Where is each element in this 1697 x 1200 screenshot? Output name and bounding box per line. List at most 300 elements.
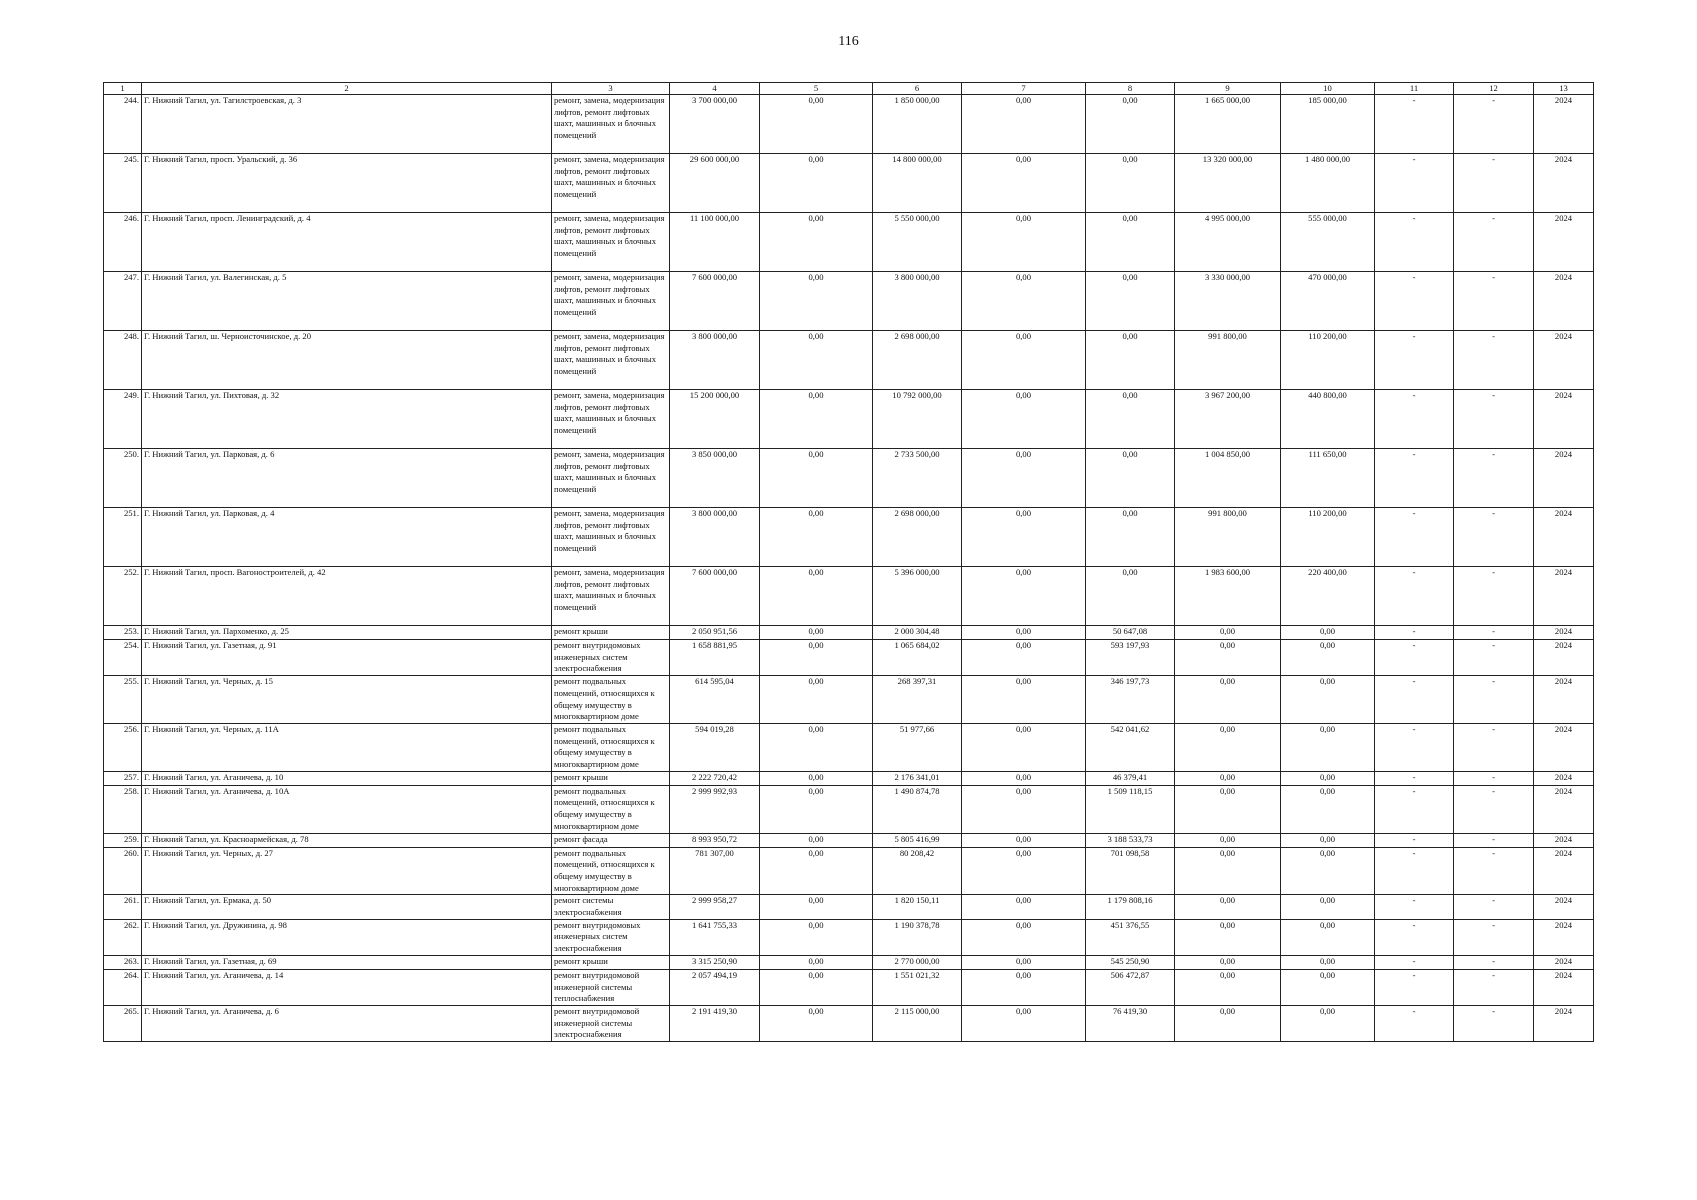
total-cost-cell: 614 595,04 xyxy=(670,676,760,724)
column-number-7: 7 xyxy=(962,83,1086,95)
col12-cell: - xyxy=(1454,919,1534,955)
col11-cell: - xyxy=(1375,1005,1454,1041)
col5-cell: 0,00 xyxy=(760,723,873,771)
column-number-4: 4 xyxy=(670,83,760,95)
column-number-5: 5 xyxy=(760,83,873,95)
col7-cell: 0,00 xyxy=(962,567,1086,626)
col12-cell: - xyxy=(1454,969,1534,1005)
year-cell: 2024 xyxy=(1534,213,1594,272)
work-type-cell: ремонт, замена, модернизация лифтов, ремонт лифтовых шахт, машинных и блочных помещений xyxy=(552,508,670,567)
year-cell: 2024 xyxy=(1534,847,1594,895)
col12-cell: - xyxy=(1454,676,1534,724)
col6-cell: 2 733 500,00 xyxy=(873,449,962,508)
total-cost-cell: 8 993 950,72 xyxy=(670,833,760,847)
table-row xyxy=(104,508,1594,567)
table-row xyxy=(104,969,1594,1005)
col9-cell: 0,00 xyxy=(1175,847,1281,895)
row-number: 264. xyxy=(104,969,142,1005)
col7-cell: 0,00 xyxy=(962,785,1086,833)
col7-cell: 0,00 xyxy=(962,833,1086,847)
table-row xyxy=(104,154,1594,213)
col9-cell: 0,00 xyxy=(1175,955,1281,969)
col8-cell: 701 098,58 xyxy=(1086,847,1175,895)
col6-cell: 1 820 150,11 xyxy=(873,895,962,919)
col9-cell: 13 320 000,00 xyxy=(1175,154,1281,213)
row-number: 244. xyxy=(104,95,142,154)
col6-cell: 5 550 000,00 xyxy=(873,213,962,272)
col8-cell: 0,00 xyxy=(1086,567,1175,626)
total-cost-cell: 7 600 000,00 xyxy=(670,567,760,626)
col9-cell: 0,00 xyxy=(1175,640,1281,676)
total-cost-cell: 15 200 000,00 xyxy=(670,390,760,449)
col11-cell: - xyxy=(1375,508,1454,567)
col5-cell: 0,00 xyxy=(760,785,873,833)
col9-cell: 0,00 xyxy=(1175,771,1281,785)
col6-cell: 80 208,42 xyxy=(873,847,962,895)
col6-cell: 10 792 000,00 xyxy=(873,390,962,449)
col8-cell: 1 179 808,16 xyxy=(1086,895,1175,919)
table-row xyxy=(104,676,1594,724)
col12-cell: - xyxy=(1454,771,1534,785)
col6-cell: 14 800 000,00 xyxy=(873,154,962,213)
col10-cell: 0,00 xyxy=(1281,785,1375,833)
col8-cell: 542 041,62 xyxy=(1086,723,1175,771)
table-row xyxy=(104,785,1594,833)
col7-cell: 0,00 xyxy=(962,331,1086,390)
col11-cell: - xyxy=(1375,640,1454,676)
row-number: 251. xyxy=(104,508,142,567)
col6-cell: 2 698 000,00 xyxy=(873,508,962,567)
col5-cell: 0,00 xyxy=(760,676,873,724)
page-number: 116 xyxy=(838,34,859,49)
work-type-cell: ремонт фасада xyxy=(552,833,670,847)
row-number: 245. xyxy=(104,154,142,213)
col6-cell: 51 977,66 xyxy=(873,723,962,771)
col10-cell: 110 200,00 xyxy=(1281,508,1375,567)
total-cost-cell: 11 100 000,00 xyxy=(670,213,760,272)
address-cell: Г. Нижний Тагил, ул. Черных, д. 11А xyxy=(142,723,552,771)
address-cell: Г. Нижний Тагил, просп. Ленинградский, д. 4 xyxy=(142,213,552,272)
address-cell: Г. Нижний Тагил, ул. Дружинина, д. 98 xyxy=(142,919,552,955)
col7-cell: 0,00 xyxy=(962,272,1086,331)
table-row xyxy=(104,567,1594,626)
col7-cell: 0,00 xyxy=(962,771,1086,785)
table-row xyxy=(104,449,1594,508)
col10-cell: 555 000,00 xyxy=(1281,213,1375,272)
year-cell: 2024 xyxy=(1534,1005,1594,1041)
table-row xyxy=(104,213,1594,272)
work-type-cell: ремонт подвальных помещений, относящихся к общему имуществу в многоквартирном доме xyxy=(552,723,670,771)
table-row xyxy=(104,895,1594,919)
row-number: 257. xyxy=(104,771,142,785)
col9-cell: 1 004 850,00 xyxy=(1175,449,1281,508)
row-number: 263. xyxy=(104,955,142,969)
col5-cell: 0,00 xyxy=(760,331,873,390)
col12-cell: - xyxy=(1454,723,1534,771)
address-cell: Г. Нижний Тагил, ул. Пихтовая, д. 32 xyxy=(142,390,552,449)
col9-cell: 1 983 600,00 xyxy=(1175,567,1281,626)
col9-cell: 991 800,00 xyxy=(1175,331,1281,390)
col5-cell: 0,00 xyxy=(760,95,873,154)
work-type-cell: ремонт, замена, модернизация лифтов, ремонт лифтовых шахт, машинных и блочных помещений xyxy=(552,272,670,331)
col8-cell: 593 197,93 xyxy=(1086,640,1175,676)
total-cost-cell: 3 800 000,00 xyxy=(670,331,760,390)
col8-cell: 0,00 xyxy=(1086,154,1175,213)
col8-cell: 1 509 118,15 xyxy=(1086,785,1175,833)
address-cell: Г. Нижний Тагил, просп. Уральский, д. 36 xyxy=(142,154,552,213)
total-cost-cell: 3 850 000,00 xyxy=(670,449,760,508)
col11-cell: - xyxy=(1375,154,1454,213)
col5-cell: 0,00 xyxy=(760,969,873,1005)
col6-cell: 1 190 378,78 xyxy=(873,919,962,955)
table-row xyxy=(104,847,1594,895)
address-cell: Г. Нижний Тагил, ул. Красноармейская, д. 78 xyxy=(142,833,552,847)
column-number-3: 3 xyxy=(552,83,670,95)
col8-cell: 0,00 xyxy=(1086,272,1175,331)
col5-cell: 0,00 xyxy=(760,449,873,508)
work-type-cell: ремонт внутридомовой инженерной системы теплоснабжения xyxy=(552,969,670,1005)
col11-cell: - xyxy=(1375,723,1454,771)
total-cost-cell: 29 600 000,00 xyxy=(670,154,760,213)
address-cell: Г. Нижний Тагил, ул. Валегинская, д. 5 xyxy=(142,272,552,331)
col12-cell: - xyxy=(1454,785,1534,833)
address-cell: Г. Нижний Тагил, ул. Аганичева, д. 10 xyxy=(142,771,552,785)
col6-cell: 2 115 000,00 xyxy=(873,1005,962,1041)
col10-cell: 0,00 xyxy=(1281,626,1375,640)
col5-cell: 0,00 xyxy=(760,847,873,895)
row-number: 249. xyxy=(104,390,142,449)
col8-cell: 451 376,55 xyxy=(1086,919,1175,955)
col11-cell: - xyxy=(1375,626,1454,640)
year-cell: 2024 xyxy=(1534,331,1594,390)
work-type-cell: ремонт, замена, модернизация лифтов, ремонт лифтовых шахт, машинных и блочных помещений xyxy=(552,449,670,508)
col10-cell: 0,00 xyxy=(1281,640,1375,676)
col12-cell: - xyxy=(1454,567,1534,626)
row-number: 246. xyxy=(104,213,142,272)
col11-cell: - xyxy=(1375,213,1454,272)
column-number-header-row xyxy=(104,83,1594,95)
col10-cell: 110 200,00 xyxy=(1281,331,1375,390)
col10-cell: 220 400,00 xyxy=(1281,567,1375,626)
col7-cell: 0,00 xyxy=(962,676,1086,724)
col7-cell: 0,00 xyxy=(962,154,1086,213)
col7-cell: 0,00 xyxy=(962,508,1086,567)
col8-cell: 346 197,73 xyxy=(1086,676,1175,724)
column-number-2: 2 xyxy=(142,83,552,95)
table-row xyxy=(104,640,1594,676)
col5-cell: 0,00 xyxy=(760,567,873,626)
address-cell: Г. Нижний Тагил, ул. Тагилстроевская, д. 3 xyxy=(142,95,552,154)
col6-cell: 1 551 021,32 xyxy=(873,969,962,1005)
col7-cell: 0,00 xyxy=(962,1005,1086,1041)
col7-cell: 0,00 xyxy=(962,969,1086,1005)
column-number-6: 6 xyxy=(873,83,962,95)
col12-cell: - xyxy=(1454,847,1534,895)
repair-register-table xyxy=(103,82,1594,1042)
col12-cell: - xyxy=(1454,154,1534,213)
col9-cell: 3 330 000,00 xyxy=(1175,272,1281,331)
column-number-1: 1 xyxy=(104,83,142,95)
col8-cell: 3 188 533,73 xyxy=(1086,833,1175,847)
table-row xyxy=(104,955,1594,969)
total-cost-cell: 1 641 755,33 xyxy=(670,919,760,955)
col5-cell: 0,00 xyxy=(760,771,873,785)
col6-cell: 5 805 416,99 xyxy=(873,833,962,847)
year-cell: 2024 xyxy=(1534,154,1594,213)
row-number: 262. xyxy=(104,919,142,955)
col7-cell: 0,00 xyxy=(962,723,1086,771)
col12-cell: - xyxy=(1454,1005,1534,1041)
col5-cell: 0,00 xyxy=(760,833,873,847)
col9-cell: 991 800,00 xyxy=(1175,508,1281,567)
col11-cell: - xyxy=(1375,676,1454,724)
col7-cell: 0,00 xyxy=(962,847,1086,895)
year-cell: 2024 xyxy=(1534,676,1594,724)
col7-cell: 0,00 xyxy=(962,895,1086,919)
col10-cell: 0,00 xyxy=(1281,969,1375,1005)
row-number: 252. xyxy=(104,567,142,626)
col7-cell: 0,00 xyxy=(962,213,1086,272)
col5-cell: 0,00 xyxy=(760,626,873,640)
work-type-cell: ремонт, замена, модернизация лифтов, ремонт лифтовых шахт, машинных и блочных помещений xyxy=(552,390,670,449)
col12-cell: - xyxy=(1454,390,1534,449)
row-number: 258. xyxy=(104,785,142,833)
col12-cell: - xyxy=(1454,449,1534,508)
row-number: 259. xyxy=(104,833,142,847)
address-cell: Г. Нижний Тагил, ул. Ермака, д. 50 xyxy=(142,895,552,919)
col9-cell: 0,00 xyxy=(1175,833,1281,847)
address-cell: Г. Нижний Тагил, ул. Парковая, д. 4 xyxy=(142,508,552,567)
col7-cell: 0,00 xyxy=(962,449,1086,508)
col6-cell: 2 770 000,00 xyxy=(873,955,962,969)
col8-cell: 46 379,41 xyxy=(1086,771,1175,785)
col11-cell: - xyxy=(1375,771,1454,785)
col5-cell: 0,00 xyxy=(760,508,873,567)
row-number: 255. xyxy=(104,676,142,724)
total-cost-cell: 2 191 419,30 xyxy=(670,1005,760,1041)
address-cell: Г. Нижний Тагил, ул. Газетная, д. 91 xyxy=(142,640,552,676)
table-row xyxy=(104,626,1594,640)
col6-cell: 268 397,31 xyxy=(873,676,962,724)
row-number: 265. xyxy=(104,1005,142,1041)
col5-cell: 0,00 xyxy=(760,1005,873,1041)
col12-cell: - xyxy=(1454,213,1534,272)
address-cell: Г. Нижний Тагил, ул. Черных, д. 27 xyxy=(142,847,552,895)
column-number-9: 9 xyxy=(1175,83,1281,95)
work-type-cell: ремонт подвальных помещений, относящихся к общему имуществу в многоквартирном доме xyxy=(552,676,670,724)
col11-cell: - xyxy=(1375,955,1454,969)
col12-cell: - xyxy=(1454,640,1534,676)
col12-cell: - xyxy=(1454,508,1534,567)
total-cost-cell: 2 999 992,93 xyxy=(670,785,760,833)
work-type-cell: ремонт крыши xyxy=(552,955,670,969)
col7-cell: 0,00 xyxy=(962,640,1086,676)
year-cell: 2024 xyxy=(1534,508,1594,567)
work-type-cell: ремонт крыши xyxy=(552,626,670,640)
address-cell: Г. Нижний Тагил, ул. Парковая, д. 6 xyxy=(142,449,552,508)
col10-cell: 111 650,00 xyxy=(1281,449,1375,508)
total-cost-cell: 2 050 951,56 xyxy=(670,626,760,640)
row-number: 261. xyxy=(104,895,142,919)
col6-cell: 2 176 341,01 xyxy=(873,771,962,785)
work-type-cell: ремонт внутридомовых инженерных систем электроснабжения xyxy=(552,919,670,955)
table-row xyxy=(104,919,1594,955)
work-type-cell: ремонт, замена, модернизация лифтов, ремонт лифтовых шахт, машинных и блочных помещений xyxy=(552,213,670,272)
column-number-12: 12 xyxy=(1454,83,1534,95)
year-cell: 2024 xyxy=(1534,567,1594,626)
column-number-8: 8 xyxy=(1086,83,1175,95)
col5-cell: 0,00 xyxy=(760,919,873,955)
col5-cell: 0,00 xyxy=(760,390,873,449)
col12-cell: - xyxy=(1454,95,1534,154)
table-row xyxy=(104,1005,1594,1041)
address-cell: Г. Нижний Тагил, ш. Черноисточинское, д. 20 xyxy=(142,331,552,390)
col5-cell: 0,00 xyxy=(760,955,873,969)
col11-cell: - xyxy=(1375,567,1454,626)
col5-cell: 0,00 xyxy=(760,640,873,676)
col9-cell: 0,00 xyxy=(1175,969,1281,1005)
address-cell: Г. Нижний Тагил, ул. Аганичева, д. 6 xyxy=(142,1005,552,1041)
col9-cell: 0,00 xyxy=(1175,785,1281,833)
col6-cell: 3 800 000,00 xyxy=(873,272,962,331)
col9-cell: 3 967 200,00 xyxy=(1175,390,1281,449)
work-type-cell: ремонт, замена, модернизация лифтов, ремонт лифтовых шахт, машинных и блочных помещений xyxy=(552,154,670,213)
col10-cell: 470 000,00 xyxy=(1281,272,1375,331)
table-row xyxy=(104,771,1594,785)
table-row xyxy=(104,95,1594,154)
col9-cell: 4 995 000,00 xyxy=(1175,213,1281,272)
col8-cell: 506 472,87 xyxy=(1086,969,1175,1005)
year-cell: 2024 xyxy=(1534,390,1594,449)
row-number: 247. xyxy=(104,272,142,331)
col10-cell: 185 000,00 xyxy=(1281,95,1375,154)
row-number: 260. xyxy=(104,847,142,895)
col10-cell: 0,00 xyxy=(1281,833,1375,847)
col8-cell: 50 647,08 xyxy=(1086,626,1175,640)
total-cost-cell: 781 307,00 xyxy=(670,847,760,895)
col8-cell: 0,00 xyxy=(1086,95,1175,154)
column-number-13: 13 xyxy=(1534,83,1594,95)
address-cell: Г. Нижний Тагил, ул. Черных, д. 15 xyxy=(142,676,552,724)
total-cost-cell: 3 800 000,00 xyxy=(670,508,760,567)
year-cell: 2024 xyxy=(1534,785,1594,833)
col8-cell: 0,00 xyxy=(1086,390,1175,449)
col9-cell: 0,00 xyxy=(1175,895,1281,919)
address-cell: Г. Нижний Тагил, просп. Вагоностроителей, д. 42 xyxy=(142,567,552,626)
work-type-cell: ремонт, замена, модернизация лифтов, ремонт лифтовых шахт, машинных и блочных помещений xyxy=(552,331,670,390)
year-cell: 2024 xyxy=(1534,723,1594,771)
work-type-cell: ремонт системы электроснабжения xyxy=(552,895,670,919)
work-type-cell: ремонт внутридомовых инженерных систем электроснабжения xyxy=(552,640,670,676)
table-row xyxy=(104,272,1594,331)
col11-cell: - xyxy=(1375,919,1454,955)
year-cell: 2024 xyxy=(1534,955,1594,969)
total-cost-cell: 2 057 494,19 xyxy=(670,969,760,1005)
work-type-cell: ремонт, замена, модернизация лифтов, ремонт лифтовых шахт, машинных и блочных помещений xyxy=(552,95,670,154)
work-type-cell: ремонт внутридомовой инженерной системы электроснабжения xyxy=(552,1005,670,1041)
col9-cell: 0,00 xyxy=(1175,1005,1281,1041)
col7-cell: 0,00 xyxy=(962,919,1086,955)
year-cell: 2024 xyxy=(1534,626,1594,640)
table-row xyxy=(104,723,1594,771)
total-cost-cell: 3 315 250,90 xyxy=(670,955,760,969)
address-cell: Г. Нижний Тагил, ул. Аганичева, д. 14 xyxy=(142,969,552,1005)
col9-cell: 0,00 xyxy=(1175,723,1281,771)
row-number: 254. xyxy=(104,640,142,676)
total-cost-cell: 7 600 000,00 xyxy=(670,272,760,331)
col11-cell: - xyxy=(1375,272,1454,331)
year-cell: 2024 xyxy=(1534,95,1594,154)
col11-cell: - xyxy=(1375,449,1454,508)
col10-cell: 1 480 000,00 xyxy=(1281,154,1375,213)
address-cell: Г. Нижний Тагил, ул. Аганичева, д. 10А xyxy=(142,785,552,833)
col6-cell: 5 396 000,00 xyxy=(873,567,962,626)
row-number: 248. xyxy=(104,331,142,390)
col6-cell: 1 065 684,02 xyxy=(873,640,962,676)
col8-cell: 0,00 xyxy=(1086,508,1175,567)
col11-cell: - xyxy=(1375,847,1454,895)
col5-cell: 0,00 xyxy=(760,272,873,331)
col7-cell: 0,00 xyxy=(962,955,1086,969)
row-number: 256. xyxy=(104,723,142,771)
col8-cell: 545 250,90 xyxy=(1086,955,1175,969)
table-row xyxy=(104,331,1594,390)
row-number: 250. xyxy=(104,449,142,508)
col8-cell: 0,00 xyxy=(1086,331,1175,390)
col6-cell: 2 698 000,00 xyxy=(873,331,962,390)
col8-cell: 76 419,30 xyxy=(1086,1005,1175,1041)
col12-cell: - xyxy=(1454,331,1534,390)
col10-cell: 0,00 xyxy=(1281,847,1375,895)
col10-cell: 0,00 xyxy=(1281,676,1375,724)
col12-cell: - xyxy=(1454,955,1534,969)
table-row xyxy=(104,390,1594,449)
column-number-11: 11 xyxy=(1375,83,1454,95)
col10-cell: 0,00 xyxy=(1281,919,1375,955)
col8-cell: 0,00 xyxy=(1086,449,1175,508)
col10-cell: 0,00 xyxy=(1281,1005,1375,1041)
total-cost-cell: 2 222 720,42 xyxy=(670,771,760,785)
work-type-cell: ремонт подвальных помещений, относящихся к общему имуществу в многоквартирном доме xyxy=(552,785,670,833)
table-body xyxy=(104,95,1594,1042)
col11-cell: - xyxy=(1375,969,1454,1005)
column-number-10: 10 xyxy=(1281,83,1375,95)
col12-cell: - xyxy=(1454,626,1534,640)
col10-cell: 440 800,00 xyxy=(1281,390,1375,449)
col5-cell: 0,00 xyxy=(760,213,873,272)
year-cell: 2024 xyxy=(1534,640,1594,676)
year-cell: 2024 xyxy=(1534,969,1594,1005)
work-type-cell: ремонт крыши xyxy=(552,771,670,785)
address-cell: Г. Нижний Тагил, ул. Пархоменко, д. 25 xyxy=(142,626,552,640)
col9-cell: 0,00 xyxy=(1175,919,1281,955)
year-cell: 2024 xyxy=(1534,272,1594,331)
address-cell: Г. Нижний Тагил, ул. Газетная, д. 69 xyxy=(142,955,552,969)
col9-cell: 0,00 xyxy=(1175,676,1281,724)
col5-cell: 0,00 xyxy=(760,154,873,213)
total-cost-cell: 1 658 881,95 xyxy=(670,640,760,676)
col7-cell: 0,00 xyxy=(962,95,1086,154)
col11-cell: - xyxy=(1375,833,1454,847)
total-cost-cell: 594 019,28 xyxy=(670,723,760,771)
col11-cell: - xyxy=(1375,390,1454,449)
col9-cell: 0,00 xyxy=(1175,626,1281,640)
col11-cell: - xyxy=(1375,895,1454,919)
year-cell: 2024 xyxy=(1534,895,1594,919)
year-cell: 2024 xyxy=(1534,919,1594,955)
col8-cell: 0,00 xyxy=(1086,213,1175,272)
col11-cell: - xyxy=(1375,95,1454,154)
